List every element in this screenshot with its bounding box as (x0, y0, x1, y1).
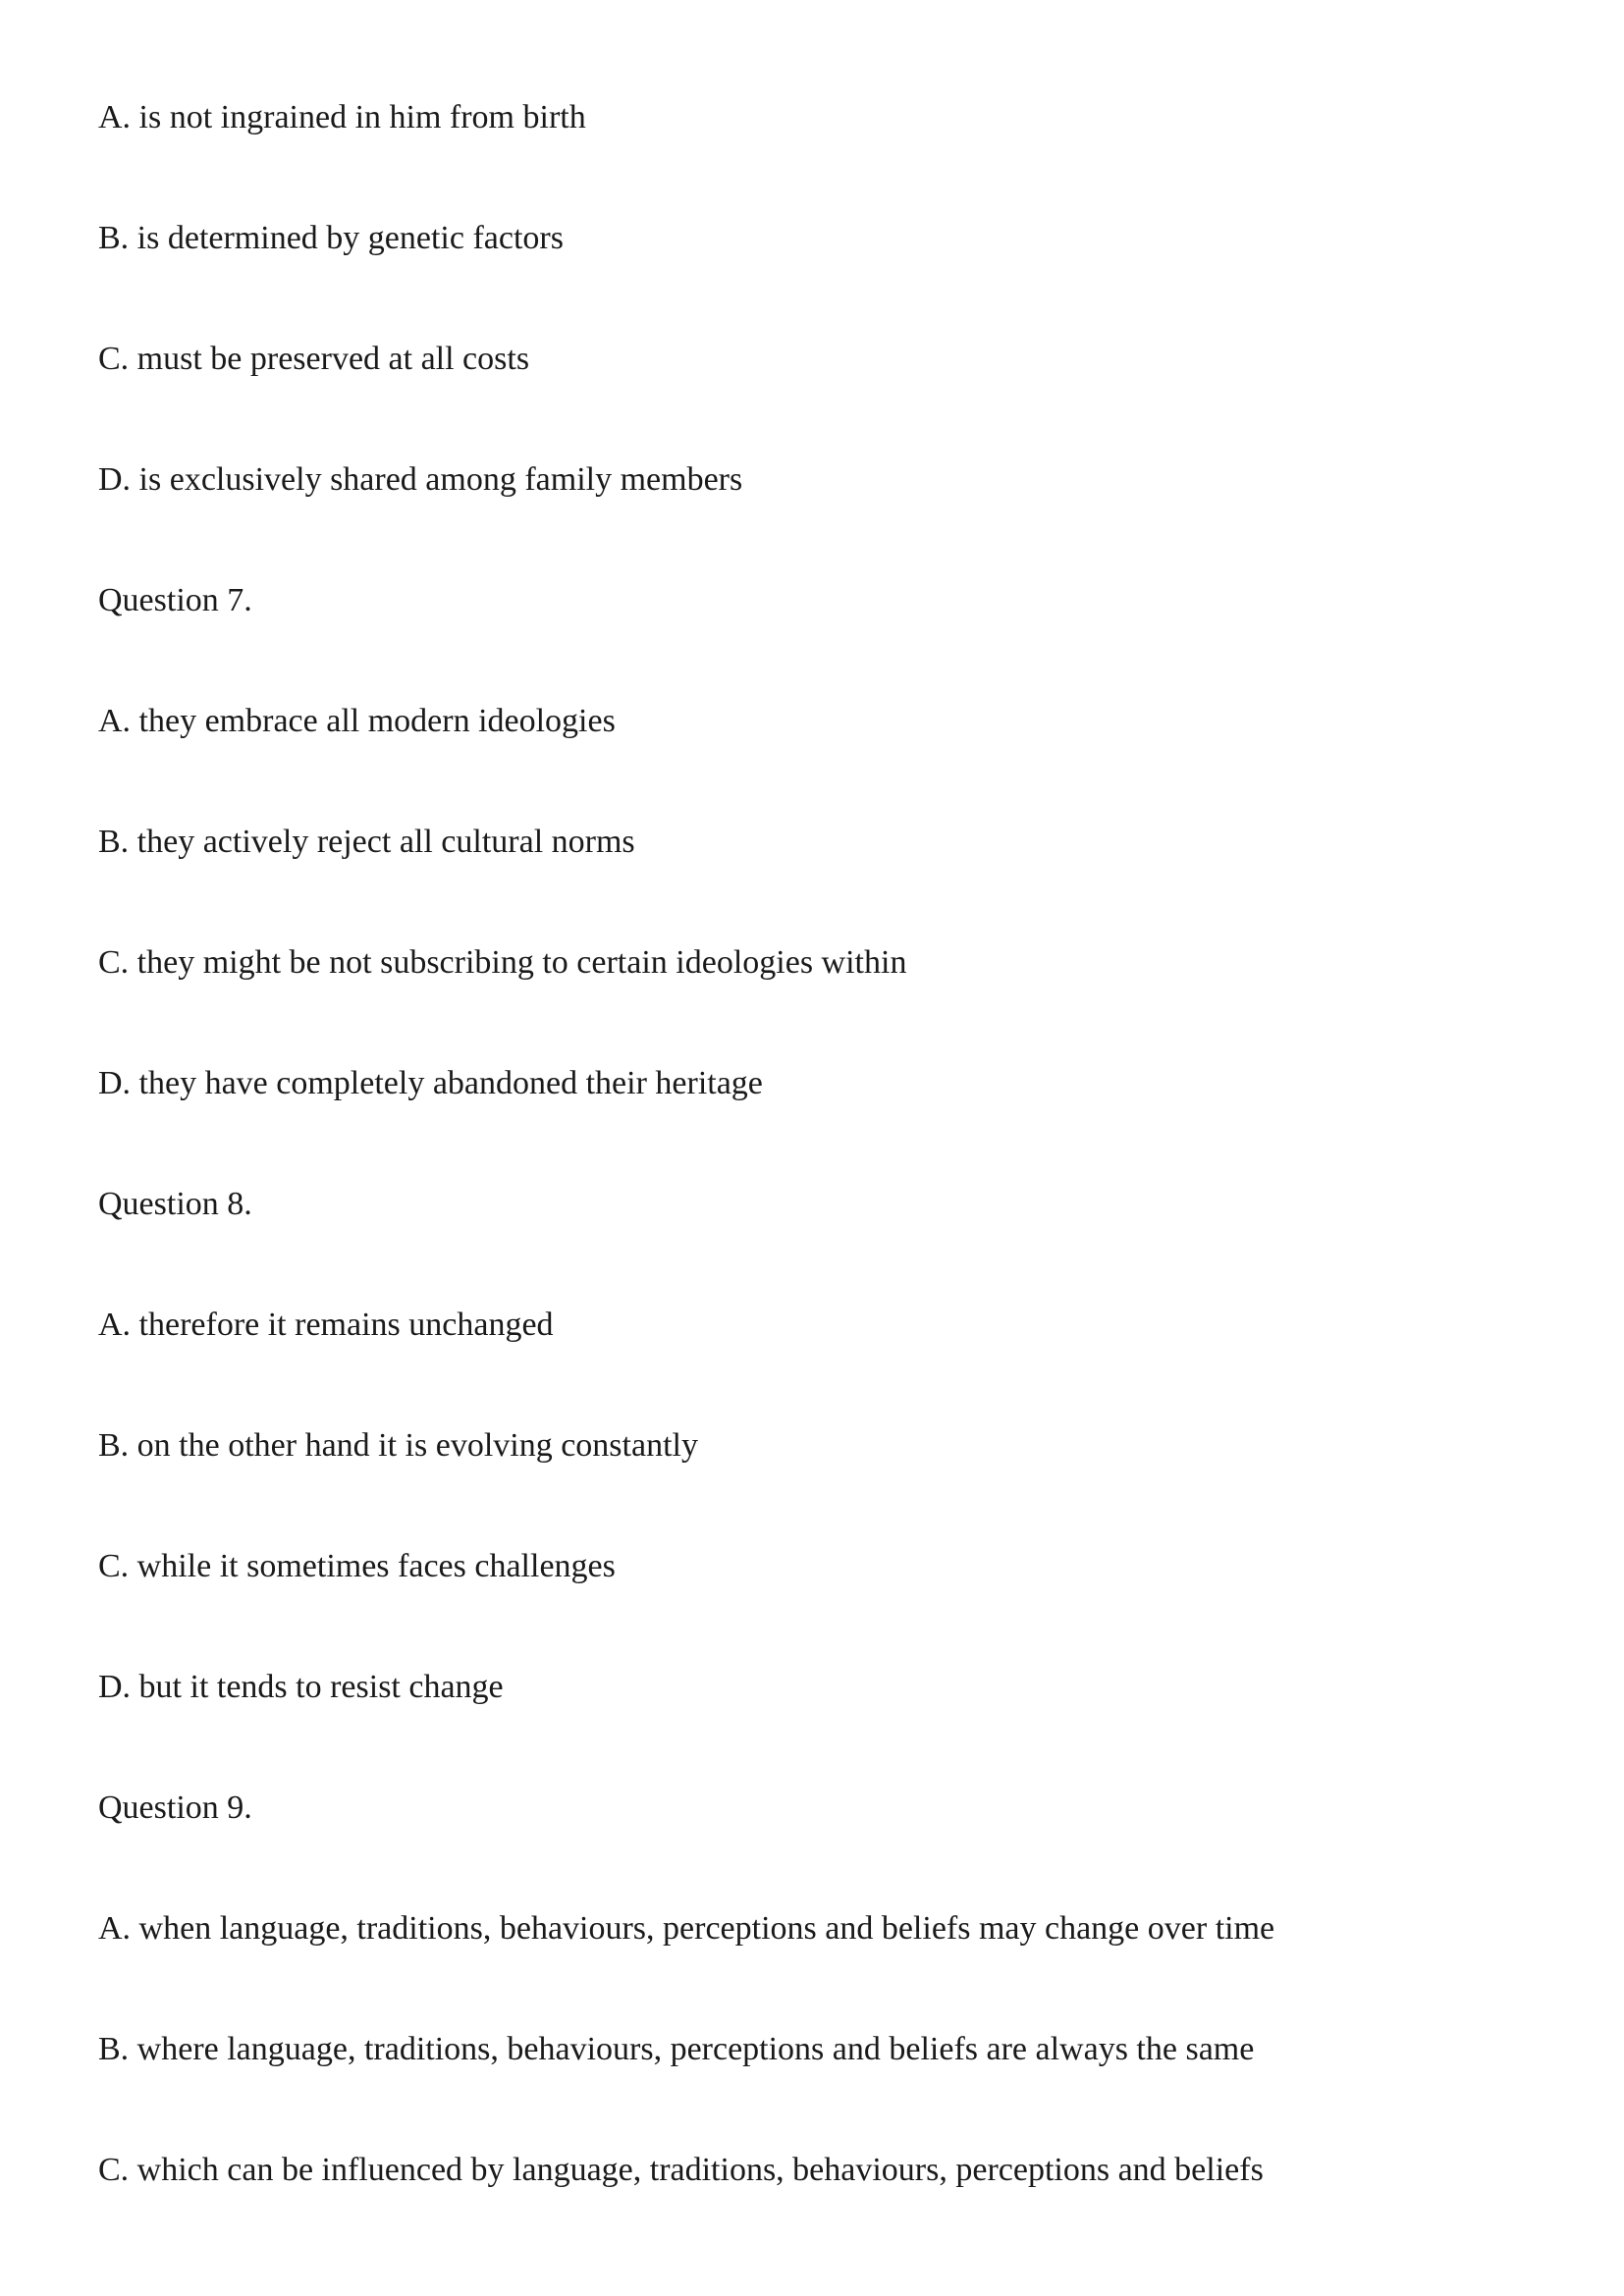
q6-option-c: C. must be preserved at all costs (98, 341, 530, 377)
q8-option-b: B. on the other hand it is evolving constantly (98, 1427, 698, 1464)
q8-option-a: A. therefore it remains unchanged (98, 1307, 554, 1343)
q7-option-a: A. they embrace all modern ideologies (98, 703, 616, 739)
q7-option-d: D. they have completely abandoned their heritage (98, 1065, 763, 1101)
q7-option-b: B. they actively reject all cultural norms (98, 824, 635, 860)
q8-option-d: D. but it tends to resist change (98, 1669, 504, 1705)
q8-option-c: C. while it sometimes faces challenges (98, 1548, 616, 1584)
q6-option-b: B. is determined by genetic factors (98, 220, 564, 256)
question-9-heading: Question 9. (98, 1789, 252, 1826)
q9-option-b: B. where language, traditions, behaviours, perceptions and beliefs are always the same (98, 2031, 1255, 2067)
q9-option-c: C. which can be influenced by language, traditions, behaviours, perceptions and beliefs (98, 2152, 1264, 2188)
q6-option-d: D. is exclusively shared among family members (98, 461, 743, 498)
q7-option-c: C. they might be not subscribing to certain ideologies within (98, 944, 907, 981)
question-7-heading: Question 7. (98, 582, 252, 618)
q9-option-a: A. when language, traditions, behaviours, perceptions and beliefs may change over time (98, 1910, 1275, 1947)
question-8-heading: Question 8. (98, 1186, 252, 1222)
q6-option-a: A. is not ingrained in him from birth (98, 99, 586, 135)
